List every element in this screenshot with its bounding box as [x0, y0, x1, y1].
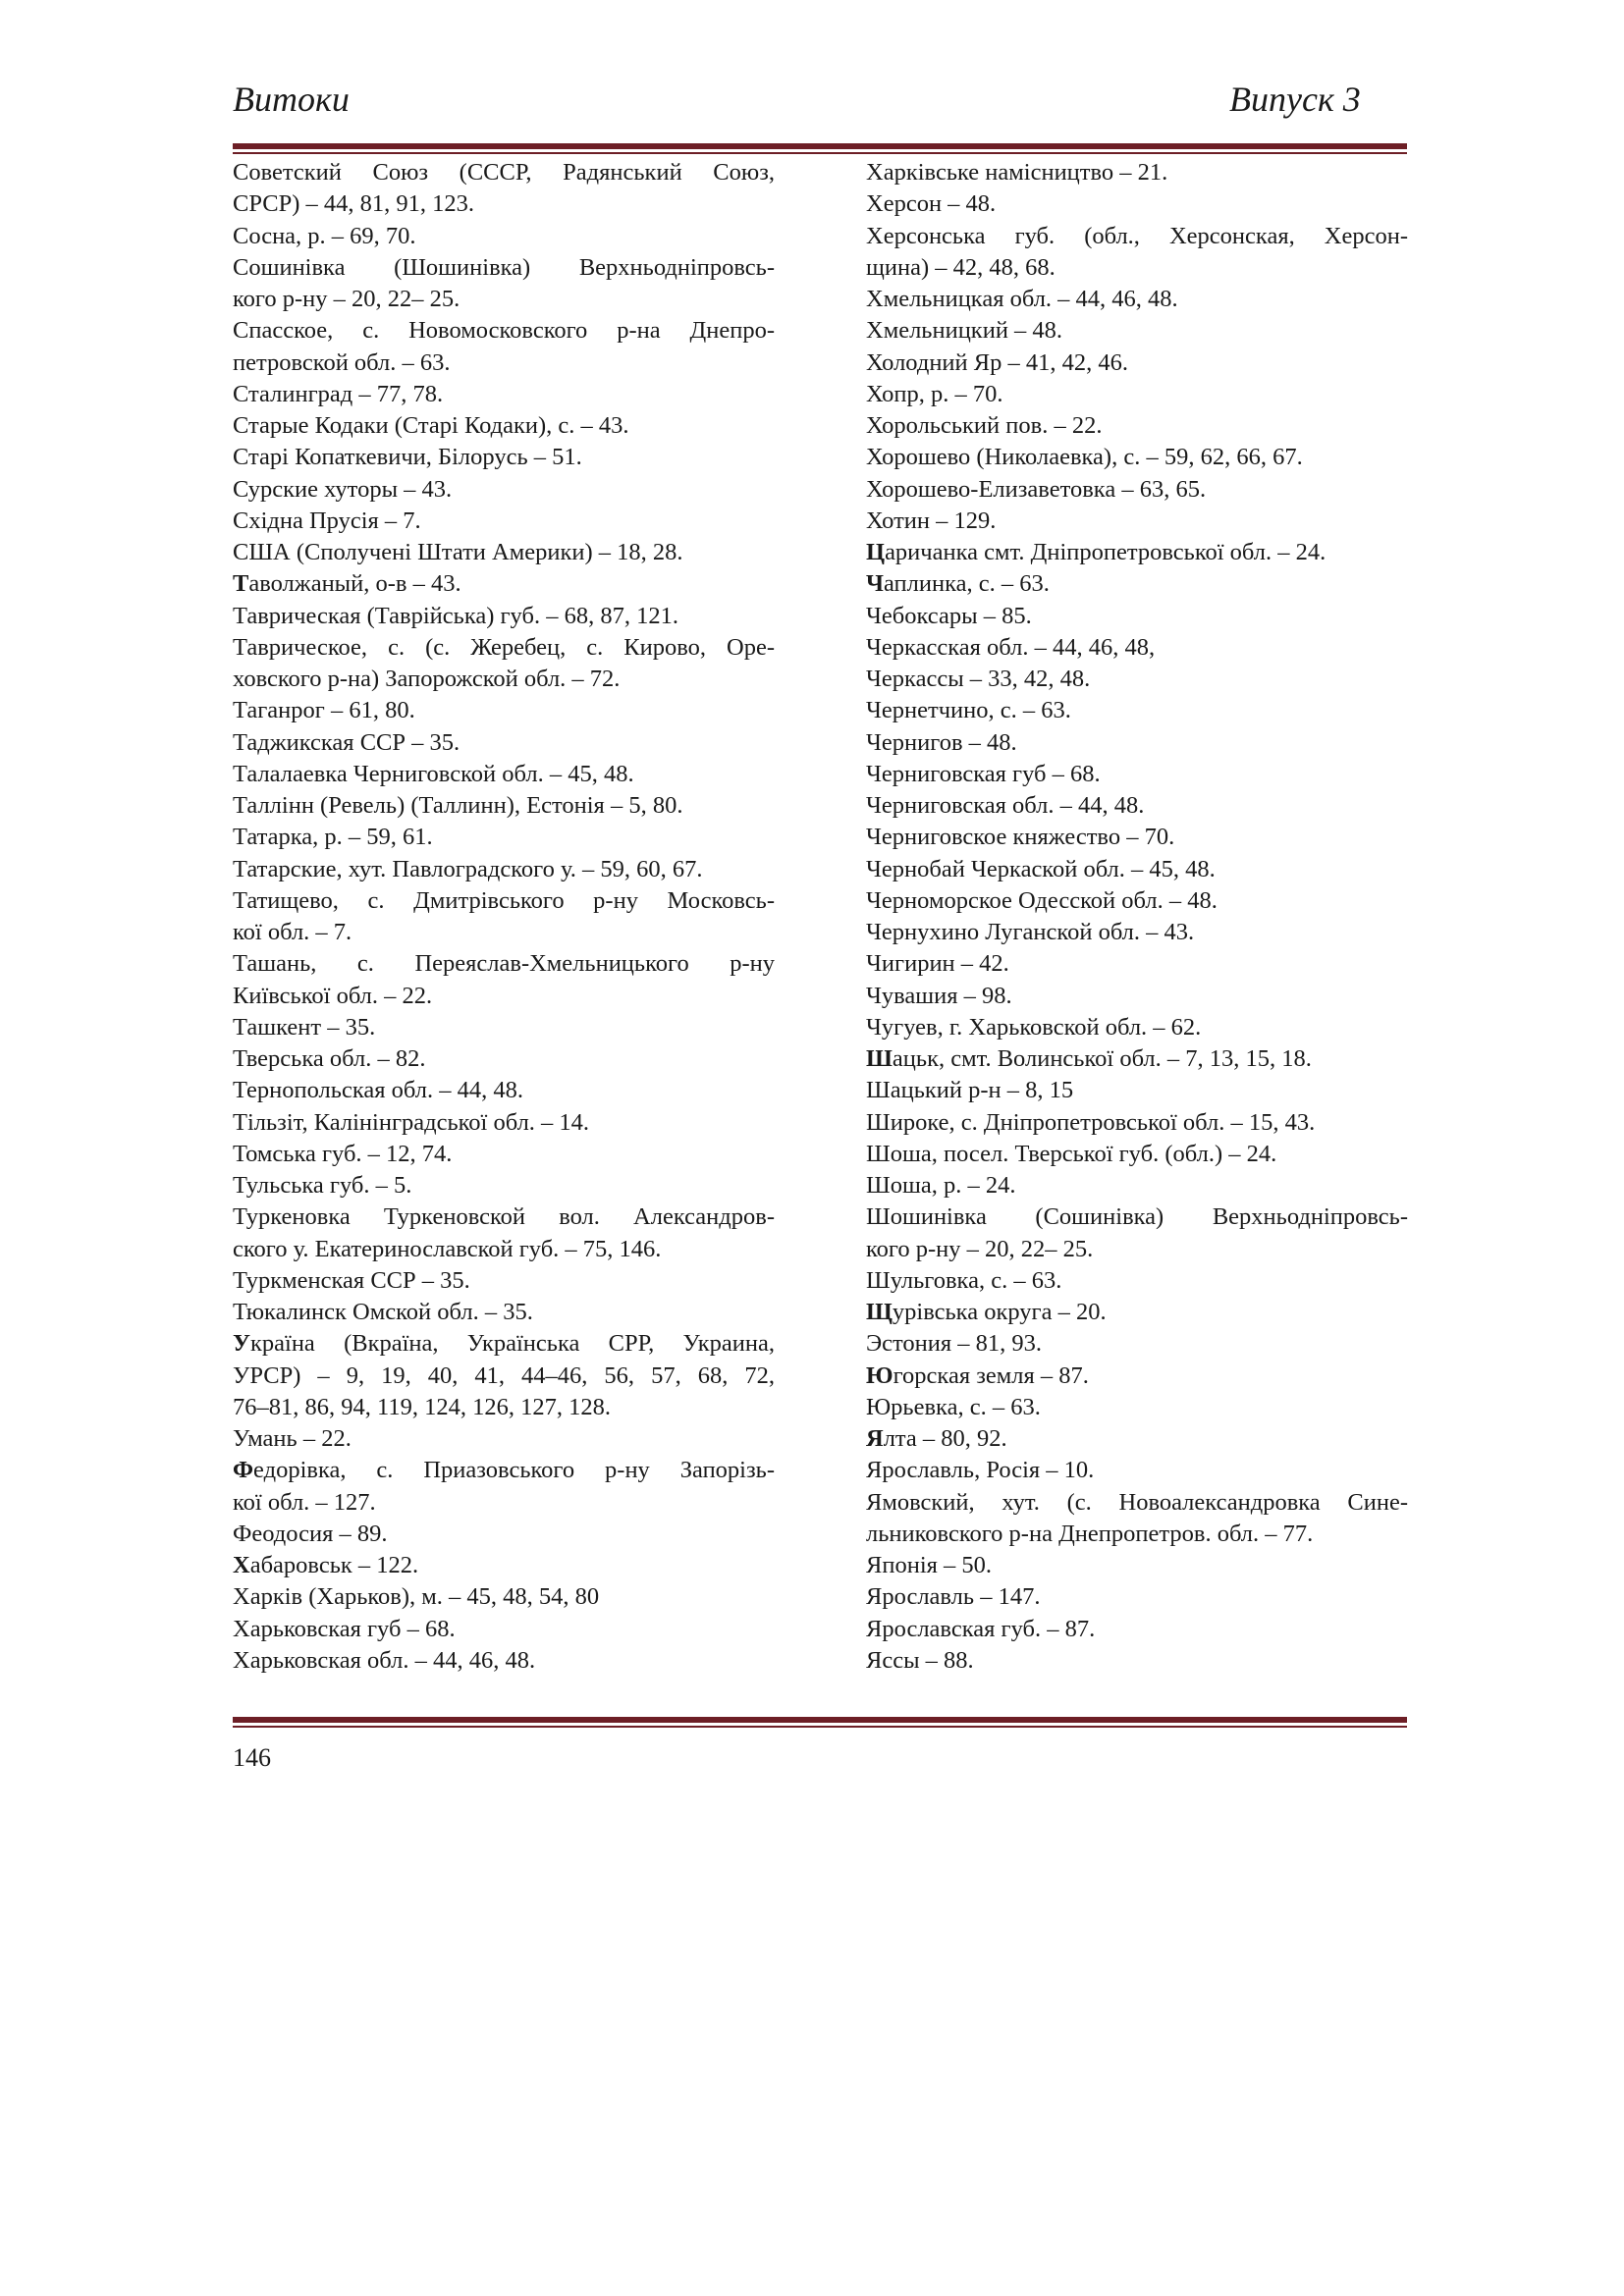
- entry-initial-letter: Ч: [866, 570, 884, 598]
- entry-text: льниковского р-на Днепропетров. обл. – 77.: [866, 1520, 1314, 1547]
- index-entry-line: [233, 1423, 775, 1455]
- entry-text: Чигирин – 42.: [866, 950, 1009, 978]
- index-column-left: [233, 157, 775, 1677]
- entry-text: Сурские хуторы – 43.: [233, 475, 453, 503]
- entry-text: Хорошево (Николаевка), с. – 59, 62, 66, 67.: [866, 444, 1303, 471]
- index-entry-line: [866, 727, 1408, 759]
- entry-text: Ташкент – 35.: [233, 1013, 376, 1041]
- index-entry-line: [866, 1107, 1408, 1139]
- index-entry-line: [866, 917, 1408, 948]
- index-entry-line: [233, 1519, 775, 1550]
- index-entry-line: [866, 854, 1408, 885]
- index-entry-line: [866, 790, 1408, 822]
- entry-text: Ярославль – 147.: [866, 1583, 1041, 1611]
- entry-text: Татарка, р. – 59, 61.: [233, 824, 433, 851]
- index-entry-line: [866, 948, 1408, 980]
- index-entry-line: [866, 568, 1408, 600]
- entry-text: Чернухино Луганской обл. – 43.: [866, 919, 1195, 945]
- entry-initial-letter: Ф: [233, 1457, 254, 1484]
- entry-text: кого р-ну – 20, 22– 25.: [233, 286, 460, 312]
- entry-text: Старі Копаткевичи, Білорусь – 51.: [233, 444, 582, 471]
- entry-text: Сталинград – 77, 78.: [233, 380, 444, 407]
- entry-text: Шацький р-н – 8, 15: [866, 1077, 1074, 1104]
- entry-text: Хмельницкий – 48.: [866, 317, 1063, 345]
- index-entry-line: [233, 1265, 775, 1297]
- index-entry-line: [233, 790, 775, 822]
- journal-title: Витоки: [233, 80, 350, 119]
- index-entry-line: [233, 221, 775, 252]
- entry-text: Татищево, с. Дмитрівського р-ну Московсь-: [233, 886, 775, 914]
- entry-text: лта – 80, 92.: [883, 1425, 1007, 1452]
- index-entry-line: [866, 1423, 1408, 1455]
- entry-initial-letter: Я: [866, 1425, 884, 1452]
- entry-text: Черноморское Одесской обл. – 48.: [866, 886, 1218, 914]
- index-entry-line: [233, 1139, 775, 1170]
- entry-text: Київської обл. – 22.: [233, 982, 433, 1009]
- index-entry-line: [233, 1201, 775, 1233]
- index-entry-line: [866, 822, 1408, 853]
- index-entry-line: [866, 1265, 1408, 1297]
- index-entry-line: [233, 442, 775, 473]
- entry-text: Черниговская обл. – 44, 48.: [866, 792, 1145, 819]
- index-entry-line: [866, 632, 1408, 664]
- entry-text: кого р-ну – 20, 22– 25.: [866, 1235, 1094, 1262]
- index-entry-line: [866, 1455, 1408, 1486]
- entry-text: Томська губ. – 12, 74.: [233, 1140, 453, 1167]
- index-entry-line: [233, 1170, 775, 1201]
- entry-text: Яссы – 88.: [866, 1646, 974, 1674]
- index-entry-line: [866, 315, 1408, 347]
- entry-text: Талалаевка Черниговской обл. – 45, 48.: [233, 760, 634, 787]
- index-entry-line: [233, 695, 775, 726]
- entry-text: кої обл. – 127.: [233, 1488, 376, 1516]
- entry-initial-letter: Т: [233, 570, 249, 598]
- entry-text: ховского р-на) Запорожской обл. – 72.: [233, 666, 621, 692]
- entry-text: Холодний Яр – 41, 42, 46.: [866, 348, 1128, 376]
- entry-text: Умань – 22.: [233, 1425, 352, 1452]
- entry-text: горская земля – 87.: [893, 1362, 1089, 1389]
- entry-text: Шошинівка (Сошинівка) Верхньодніпровсь-: [866, 1203, 1408, 1231]
- entry-text: Ярославль, Росія – 10.: [866, 1457, 1095, 1484]
- index-entry-line: [233, 727, 775, 759]
- entry-text: Чернетчино, с. – 63.: [866, 697, 1071, 724]
- entry-text: Таджикская ССР – 35.: [233, 728, 460, 756]
- index-entry-line: [233, 1550, 775, 1581]
- index-entry-line: [233, 822, 775, 853]
- entry-text: Спасское, с. Новомосковского р-на Днепро-: [233, 317, 775, 345]
- index-entry-line: [233, 981, 775, 1012]
- entry-initial-letter: Ш: [866, 1045, 893, 1072]
- index-column-right: [866, 157, 1408, 1677]
- index-entry-line: [866, 1328, 1408, 1360]
- index-entry-line: [233, 252, 775, 284]
- index-entry-line: [233, 1234, 775, 1265]
- index-entry-line: [866, 410, 1408, 442]
- entry-text: Хопр, р. – 70.: [866, 380, 1003, 407]
- footer-rule: [233, 1717, 1407, 1728]
- index-entry-line: [866, 537, 1408, 568]
- entry-text: Шоша, р. – 24.: [866, 1172, 1016, 1199]
- index-entry-line: [233, 410, 775, 442]
- entry-text: Феодосия – 89.: [233, 1520, 388, 1547]
- index-entry-line: [866, 442, 1408, 473]
- entry-text: Хорольський пов. – 22.: [866, 412, 1103, 439]
- entry-text: Харьковская губ – 68.: [233, 1615, 456, 1642]
- index-entry-line: [233, 1392, 775, 1423]
- index-entry-line: [233, 601, 775, 632]
- entry-text: країна (Вкраїна, Українська СРР, Украина,: [249, 1330, 775, 1358]
- entry-text: Таврическое, с. (с. Жеребец, с. Кирово, Оре-: [233, 633, 775, 661]
- entry-text: Таврическая (Таврійська) губ. – 68, 87, 121.: [233, 602, 678, 629]
- entry-text: аволжаный, о-в – 43.: [248, 570, 461, 598]
- header-rule: [233, 143, 1407, 154]
- entry-text: Тюкалинск Омской обл. – 35.: [233, 1299, 533, 1325]
- entry-text: Чувашия – 98.: [866, 982, 1012, 1009]
- index-entry-line: [233, 347, 775, 379]
- entry-text: 76–81, 86, 94, 119, 124, 126, 127, 128.: [233, 1393, 611, 1420]
- issue-label: Випуск 3: [1229, 80, 1361, 119]
- entry-text: Черниговская губ – 68.: [866, 760, 1101, 787]
- entry-text: Східна Прусія – 7.: [233, 507, 421, 534]
- index-entry-line: [866, 157, 1408, 188]
- index-entry-line: [233, 1043, 775, 1075]
- index-entry-line: [866, 1581, 1408, 1613]
- entry-text: УРСР) – 9, 19, 40, 41, 44–46, 56, 57, 68, 72,: [233, 1362, 775, 1389]
- entry-text: Юрьевка, с. – 63.: [866, 1393, 1041, 1420]
- entry-text: Таганрог – 61, 80.: [233, 697, 415, 724]
- index-entry-line: [866, 1234, 1408, 1265]
- index-entry-line: [233, 474, 775, 506]
- index-entry-line: [233, 885, 775, 917]
- index-entry-line: [866, 1201, 1408, 1233]
- index-entry-line: [233, 759, 775, 790]
- entry-initial-letter: Ц: [866, 539, 886, 565]
- entry-text: Тільзіт, Калінінградської обл. – 14.: [233, 1108, 590, 1136]
- entry-text: Эстония – 81, 93.: [866, 1330, 1043, 1358]
- entry-text: Чебоксары – 85.: [866, 602, 1032, 629]
- entry-text: Херсонська губ. (обл., Херсонская, Херсон-: [866, 222, 1408, 249]
- index-entry-line: [866, 1170, 1408, 1201]
- index-entry-line: [866, 601, 1408, 632]
- entry-text: Чугуев, г. Харьковской обл. – 62.: [866, 1013, 1202, 1041]
- entry-text: петровской обл. – 63.: [233, 348, 451, 376]
- entry-initial-letter: Щ: [866, 1299, 893, 1325]
- index-entry-line: [866, 379, 1408, 410]
- index-entry-line: [233, 1614, 775, 1645]
- index-entry-line: [233, 1361, 775, 1392]
- index-entry-line: [866, 1075, 1408, 1106]
- index-entry-line: [233, 1581, 775, 1613]
- entry-text: Ярославская губ. – 87.: [866, 1615, 1096, 1642]
- index-entry-line: [866, 1550, 1408, 1581]
- index-entry-line: [233, 1012, 775, 1043]
- entry-text: Старые Кодаки (Старі Кодаки), с. – 43.: [233, 412, 629, 439]
- entry-text: Херсон – 48.: [866, 190, 997, 218]
- index-entry-line: [866, 1012, 1408, 1043]
- entry-text: Шоша, посел. Тверської губ. (обл.) – 24.: [866, 1140, 1277, 1167]
- entry-text: кої обл. – 7.: [233, 919, 352, 945]
- entry-text: Ташань, с. Переяслав-Хмельницького р-ну: [233, 950, 775, 978]
- index-entry-line: [866, 188, 1408, 220]
- entry-text: Сосна, р. – 69, 70.: [233, 222, 416, 249]
- entry-text: ского у. Екатеринославской губ. – 75, 146.: [233, 1235, 662, 1262]
- index-entry-line: [233, 568, 775, 600]
- entry-text: Черкассы – 33, 42, 48.: [866, 666, 1091, 692]
- index-entry-line: [233, 1645, 775, 1677]
- index-entry-line: [233, 917, 775, 948]
- entry-text: Хотин – 129.: [866, 507, 997, 534]
- index-entry-line: [233, 948, 775, 980]
- entry-text: аплинка, с. – 63.: [883, 570, 1050, 598]
- entry-text: Чернигов – 48.: [866, 728, 1017, 756]
- entry-text: Хорошево-Елизаветовка – 63, 65.: [866, 475, 1207, 503]
- index-entry-line: [233, 1455, 775, 1486]
- index-entry-line: [233, 632, 775, 664]
- index-entry-line: [866, 1043, 1408, 1075]
- index-entry-line: [233, 1328, 775, 1360]
- index-entry-line: [866, 1392, 1408, 1423]
- index-entry-line: [233, 664, 775, 695]
- index-entry-line: [233, 315, 775, 347]
- index-entry-line: [233, 854, 775, 885]
- entry-text: Ямовский, хут. (с. Новоалександровка Сине-: [866, 1488, 1408, 1516]
- entry-text: Черкасская обл. – 44, 46, 48,: [866, 633, 1156, 661]
- entry-text: урівська округа – 20.: [892, 1299, 1107, 1325]
- index-entry-line: [233, 379, 775, 410]
- entry-text: аричанка смт. Дніпропетровської обл. – 24.: [885, 539, 1326, 565]
- index-entry-line: [866, 759, 1408, 790]
- index-entry-line: [233, 1107, 775, 1139]
- index-entry-line: [866, 1297, 1408, 1328]
- entry-text: едорівка, с. Приазовського р-ну Запорізь-: [253, 1457, 775, 1484]
- entry-text: Туркменская ССР – 35.: [233, 1266, 470, 1294]
- index-entry-line: [866, 1139, 1408, 1170]
- entry-text: Тверська обл. – 82.: [233, 1045, 426, 1072]
- entry-text: Тульська губ. – 5.: [233, 1172, 412, 1199]
- entry-text: ацьк, смт. Волинської обл. – 7, 13, 15, 18.: [892, 1045, 1312, 1072]
- entry-text: Таллінн (Ревель) (Таллинн), Естонія – 5, 80.: [233, 792, 683, 819]
- index-entry-line: [866, 664, 1408, 695]
- index-entry-line: [233, 506, 775, 537]
- index-entry-line: [866, 252, 1408, 284]
- index-entry-line: [233, 1297, 775, 1328]
- entry-text: США (Сполучені Штати Америки) – 18, 28.: [233, 539, 683, 565]
- index-entry-line: [233, 157, 775, 188]
- index-entry-line: [866, 221, 1408, 252]
- entry-text: Сошинівка (Шошинівка) Верхньодніпровсь-: [233, 253, 775, 281]
- entry-text: Харків (Харьков), м. – 45, 48, 54, 80: [233, 1583, 600, 1611]
- index-entry-line: [866, 1519, 1408, 1550]
- entry-initial-letter: У: [233, 1330, 250, 1358]
- index-entry-line: [866, 885, 1408, 917]
- index-entry-line: [233, 284, 775, 315]
- entry-text: Туркеновка Туркеновской вол. Александров-: [233, 1203, 775, 1231]
- entry-text: Японія – 50.: [866, 1552, 993, 1578]
- index-entry-line: [866, 474, 1408, 506]
- entry-text: Татарские, хут. Павлоградского у. – 59, 60, 67.: [233, 855, 703, 882]
- index-entry-line: [233, 537, 775, 568]
- entry-text: Черниговское княжество – 70.: [866, 824, 1175, 851]
- index-entry-line: [866, 981, 1408, 1012]
- entry-initial-letter: Ю: [866, 1362, 893, 1389]
- index-entry-line: [866, 284, 1408, 315]
- index-entry-line: [866, 1361, 1408, 1392]
- entry-text: Широке, с. Дніпропетровської обл. – 15, 43.: [866, 1108, 1316, 1136]
- entry-text: СРСР) – 44, 81, 91, 123.: [233, 190, 475, 218]
- index-entry-line: [866, 347, 1408, 379]
- index-entry-line: [233, 1075, 775, 1106]
- index-entry-line: [866, 695, 1408, 726]
- entry-text: Советский Союз (СССР, Радянський Союз,: [233, 159, 775, 186]
- page-number: 146: [233, 1743, 271, 1772]
- entry-text: Хмельницкая обл. – 44, 46, 48.: [866, 286, 1178, 312]
- entry-text: щина) – 42, 48, 68.: [866, 253, 1056, 281]
- index-entry-line: [866, 1487, 1408, 1519]
- entry-text: Тернопольская обл. – 44, 48.: [233, 1077, 523, 1104]
- entry-text: Харьковская обл. – 44, 46, 48.: [233, 1646, 536, 1674]
- index-entry-line: [866, 1614, 1408, 1645]
- entry-text: Шульговка, с. – 63.: [866, 1266, 1062, 1294]
- index-entry-line: [866, 506, 1408, 537]
- index-entry-line: [233, 188, 775, 220]
- index-entry-line: [233, 1487, 775, 1519]
- entry-text: Чернобай Черкаской обл. – 45, 48.: [866, 855, 1216, 882]
- entry-text: абаровськ – 122.: [249, 1552, 419, 1578]
- index-entry-line: [866, 1645, 1408, 1677]
- entry-text: Харківське намісництво – 21.: [866, 159, 1168, 186]
- entry-initial-letter: Х: [233, 1552, 250, 1578]
